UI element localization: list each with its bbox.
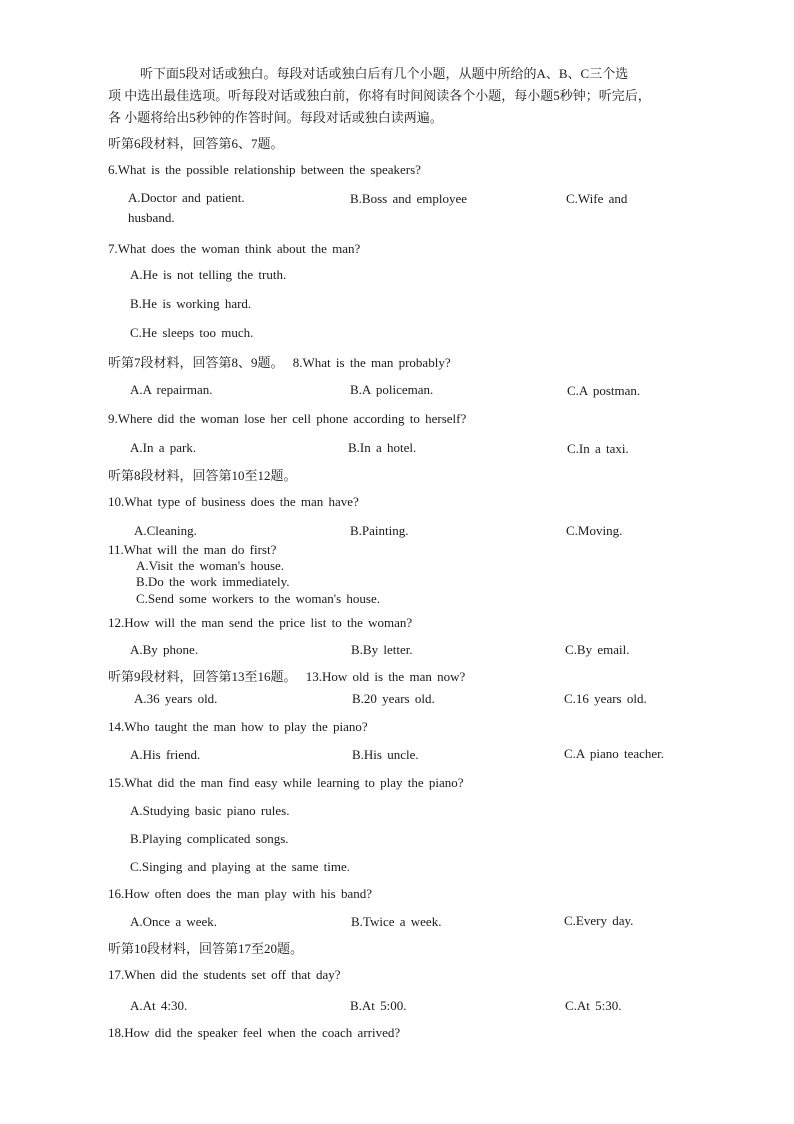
intro-line-3: 各 小题将给出5秒钟的作答时间。每段对话或独白读两遍。 — [108, 110, 443, 125]
section-heading-10: 听第10段材料，回答第17至20题。 — [108, 941, 304, 956]
q10-option-a[interactable]: A.Cleaning. — [134, 523, 197, 538]
q6-option-c-continued: husband. — [128, 210, 175, 225]
section-heading-7-text: 听第7段材料，回答第8、9题。 — [108, 355, 284, 370]
section-heading-9 — [108, 669, 465, 685]
q9-option-c[interactable]: C.In a taxi. — [567, 441, 629, 456]
q16-option-c[interactable]: C.Every day. — [564, 913, 634, 928]
q15-option-c[interactable]: C.Singing and playing at the same time. — [130, 859, 350, 874]
q7-option-c[interactable]: C.He sleeps too much. — [130, 325, 254, 340]
q10-option-c[interactable]: C.Moving. — [566, 523, 623, 538]
q13-option-c[interactable]: C.16 years old. — [564, 691, 647, 706]
q12-option-b[interactable]: B.By letter. — [351, 642, 413, 657]
question-14: 14.Who taught the man how to play the piano? — [108, 719, 368, 734]
q16-option-a[interactable]: A.Once a week. — [130, 914, 218, 929]
question-16: 16.How often does the man play with his band? — [108, 886, 373, 901]
q17-option-c[interactable]: C.At 5:30. — [565, 998, 622, 1013]
q6-option-c[interactable]: C.Wife and — [566, 191, 628, 206]
q17-option-a[interactable]: A.At 4:30. — [130, 998, 188, 1013]
q10-option-b[interactable]: B.Painting. — [350, 523, 409, 538]
question-18: 18.How did the speaker feel when the coach arrived? — [108, 1025, 401, 1040]
intro-line-2: 项 中选出最佳选项。听每段对话或独白前，你将有时间阅读各个小题，每小题5秒钟；听完后， — [108, 88, 651, 103]
section-heading-6: 听第6段材料，回答第6、7题。 — [108, 136, 284, 151]
q15-option-a[interactable]: A.Studying basic piano rules. — [130, 803, 290, 818]
section-heading-8: 听第8段材料，回答第10至12题。 — [108, 468, 297, 483]
q12-option-c[interactable]: C.By email. — [565, 642, 630, 657]
section-heading-9-text: 听第9段材料，回答第13至16题。 — [108, 669, 297, 684]
q7-option-a[interactable]: A.He is not telling the truth. — [130, 267, 287, 282]
q14-option-a[interactable]: A.His friend. — [130, 747, 201, 762]
q15-option-b[interactable]: B.Playing complicated songs. — [130, 831, 289, 846]
question-11: 11.What will the man do first? — [108, 542, 277, 557]
section-heading-7 — [108, 355, 451, 371]
question-10: 10.What type of business does the man have? — [108, 494, 359, 509]
q14-option-b[interactable]: B.His uncle. — [352, 747, 419, 762]
question-8: 8.What is the man probably? — [292, 355, 451, 370]
q11-option-a[interactable]: A.Visit the woman's house. — [136, 558, 285, 573]
question-15: 15.What did the man find easy while learning to play the piano? — [108, 775, 464, 790]
q16-option-b[interactable]: B.Twice a week. — [351, 914, 442, 929]
q8-option-b[interactable]: B.A policeman. — [350, 382, 434, 397]
q7-option-b[interactable]: B.He is working hard. — [130, 296, 252, 311]
intro-line-1: 听下面5段对话或独白。每段对话或独白后有几个小题，从题中所给的A、B、C三个选 — [140, 66, 629, 81]
q13-option-a[interactable]: A.36 years old. — [134, 691, 218, 706]
question-7: 7.What does the woman think about the man? — [108, 241, 361, 256]
q9-option-b[interactable]: B.In a hotel. — [348, 440, 417, 455]
question-6: 6.What is the possible relationship between the speakers? — [108, 162, 421, 177]
q9-option-a[interactable]: A.In a park. — [130, 440, 197, 455]
q14-option-c[interactable]: C.A piano teacher. — [564, 746, 665, 761]
q8-option-c[interactable]: C.A postman. — [567, 383, 641, 398]
q17-option-b[interactable]: B.At 5:00. — [350, 998, 407, 1013]
question-9: 9.Where did the woman lose her cell phone according to herself? — [108, 411, 467, 426]
q8-option-a[interactable]: A.A repairman. — [130, 382, 213, 397]
q13-option-b[interactable]: B.20 years old. — [352, 691, 435, 706]
q12-option-a[interactable]: A.By phone. — [130, 642, 199, 657]
q6-option-b[interactable]: B.Boss and employee — [350, 191, 468, 206]
question-12: 12.How will the man send the price list to the woman? — [108, 615, 413, 630]
q11-option-b[interactable]: B.Do the work immediately. — [136, 574, 290, 589]
question-13: 13.How old is the man now? — [305, 669, 466, 684]
q6-option-a[interactable]: A.Doctor and patient. — [128, 190, 245, 205]
q11-option-c[interactable]: C.Send some workers to the woman's house. — [136, 591, 380, 606]
question-17: 17.When did the students set off that day? — [108, 967, 341, 982]
